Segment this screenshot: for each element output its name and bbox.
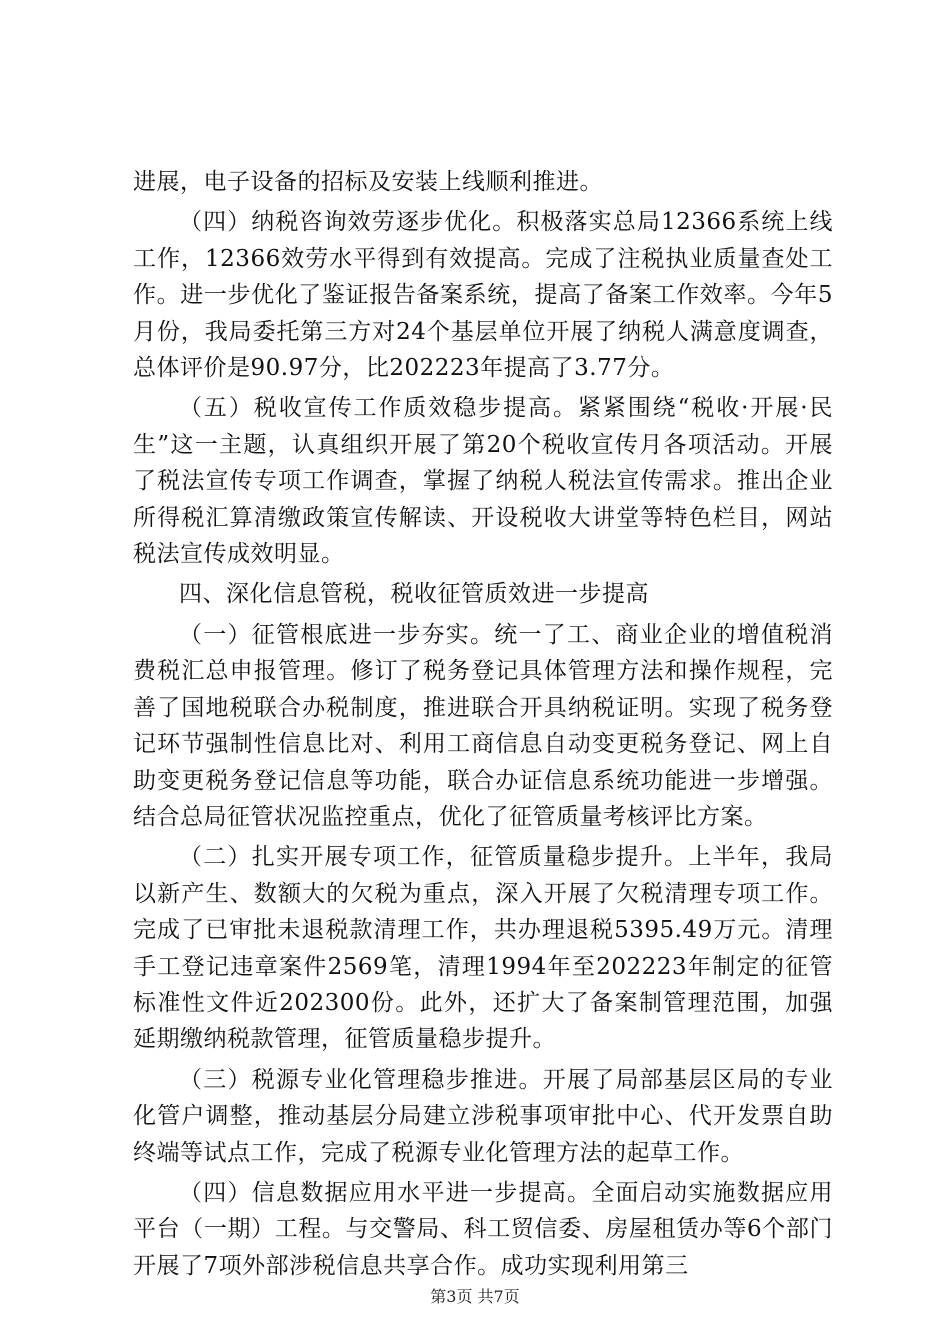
paragraph-3: （五）税收宣传工作质效稳步提高。紧紧围绕“税收·开展·民生”这一主题，认真组织开展了第20个税收宣传月各项活动。开展了税法宣传专项工作调查，掌握了纳税人税法宣传需求。推出企业所得税汇算清缴政策宣传解读、开设税收大讲堂等特色栏目，网站税法宣传成效明显。	[133, 395, 833, 568]
document-body	[133, 164, 833, 1288]
paragraph-6: （二）扎实开展专项工作，征管质量稳步提升。上半年，我局以新产生、数额大的欠税为重点，深入开展了欠税清理专项工作。完成了已审批未退税款清理工作，共办理退税5395.49万元。清理手工登记违章案件2569笔，清理1994年至202223年制定的征管标准性文件近202300份。此外，还扩大了备案制管理范围，加强延期缴纳税款管理，征管质量稳步提升。	[133, 844, 833, 1053]
page-footer: 第3页 共7页	[430, 1287, 520, 1306]
paragraph-2: （四）纳税咨询效劳逐步优化。积极落实总局12366系统上线工作，12366效劳水平得到有效提高。完成了注税执业质量查处工作。进一步优化了鉴证报告备案系统，提高了备案工作效率。今年5月份，我局委托第三方对24个基层单位开展了纳税人满意度调查，总体评价是90.97分，比202223年提高了3.77分。	[133, 209, 833, 382]
paragraph-5: （一）征管根底进一步夯实。统一了工、商业企业的增值税消费税汇总申报管理。修订了税务登记具体管理方法和操作规程，完善了国地税联合办税制度，推进联合开具纳税证明。实现了税务登记环节强制性信息比对、利用工商信息自动变更税务登记、网上自助变更税务登记信息等功能，联合办证信息系统功能进一步增强。结合总局征管状况监控重点，优化了征管质量考核评比方案。	[133, 621, 833, 830]
section-heading: 四、深化信息管税，税收征管质效进一步提高	[179, 581, 649, 608]
paragraph-1: 进展，电子设备的招标及安装上线顺利推进。	[133, 169, 603, 195]
paragraph-8: （四）信息数据应用水平进一步提高。全面启动实施数据应用平台（一期）工程。与交警局、科工贸信委、房屋租赁办等6个部门开展了7项外部涉税信息共享合作。成功实现利用第三	[133, 1179, 833, 1279]
paragraph-7: （三）税源专业化管理稳步推进。开展了局部基层区局的专业化管户调整，推动基层分局建立涉税事项审批中心、代开发票自助终端等试点工作，完成了税源专业化管理方法的起草工作。	[133, 1066, 833, 1166]
